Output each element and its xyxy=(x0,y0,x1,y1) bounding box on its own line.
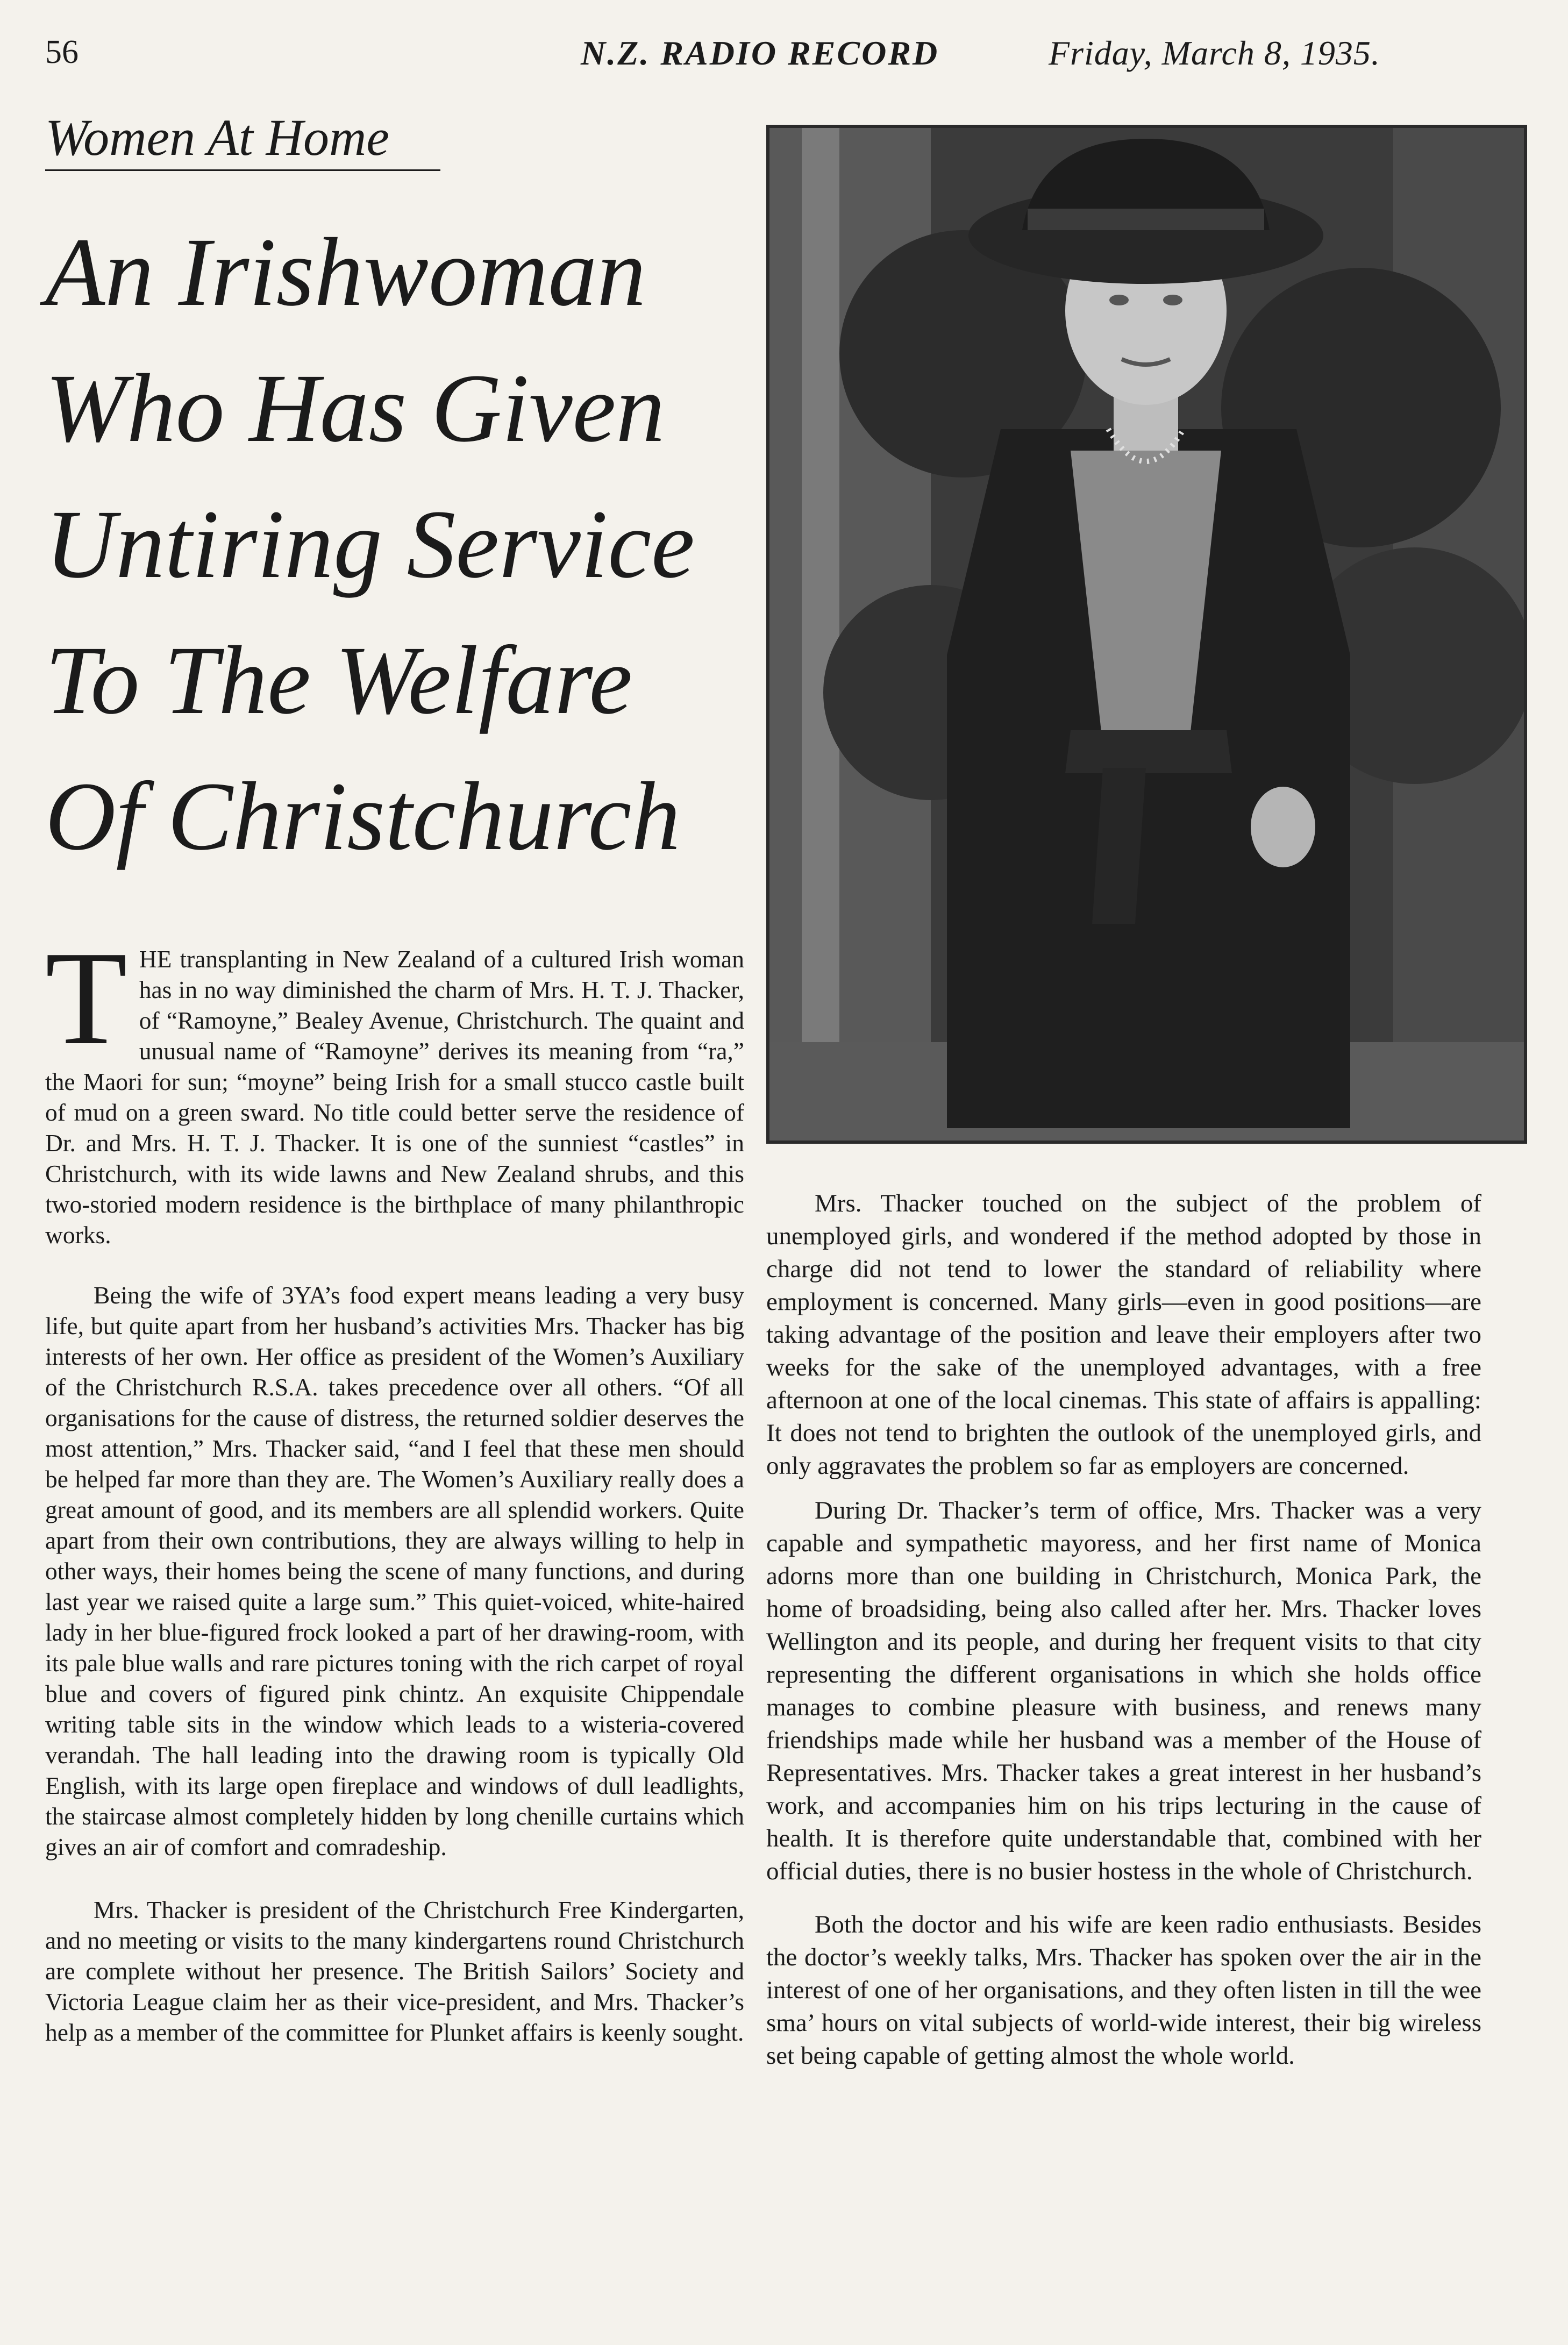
issue-date: Friday, March 8, 1935. xyxy=(1049,34,1380,72)
publication-title: N.Z. RADIO RECORD xyxy=(581,34,939,72)
portrait-illustration xyxy=(769,128,1524,1141)
paragraph: Mrs. Thacker touched on the subject of the problem of unemployed girls, and wondered if the method adopted by those in charge did not tend to lower the standard of reliability where employment is concerned. Many girls—even in good positions—are taking advantage of the position and leave their employers after two weeks for the sake of the unemployed advantages, with a free afternoon at one of the local cinemas. This state of affairs is appalling: It does not tend to brighten the outlook of the unemployed girls, and only aggravates the problem so far as employers are concerned. xyxy=(766,1189,1481,1480)
headline-line: An Irishwoman xyxy=(45,218,646,326)
drop-cap: T xyxy=(45,924,127,1073)
paragraph: Mrs. Thacker is president of the Christchurch Free Kindergarten, and no meeting or visits to the many kindergartens round Christchurch are complete without her presence. The British Sailors’ Society and Victoria League claim her as their vice-president, and Mrs. Thacker’s help as a member of the committee for Plunket affairs is keenly sought. xyxy=(45,1896,744,2046)
page-number: 56 xyxy=(45,34,79,70)
paragraph: Both the doctor and his wife are keen radio enthusiasts. Besides the doctor’s weekly talks, Mrs. Thacker has spoken over the air in the interest of one of her organisations, and they often listen in till the wee sma’ hours on vital subjects of world-wide interest, their big wireless set being capable of getting almost the whole world. xyxy=(766,1911,1481,2070)
headline-line: To The Welfare xyxy=(45,626,633,735)
paragraph: Being the wife of 3YA’s food expert means leading a very busy life, but quite apart from her husband’s activities Mrs. Thacker has big interests of her own. Her office as president of the Women’s Auxiliary of the Christchurch R.S.A. takes precedence over all others. “Of all organisations for the cause of distress, the returned soldier deserves the most attention,” Mrs. Thacker said, “and I feel that these men should be helped far more than they are. The Women’s Auxiliary really does a great amount of good, and its members are all splendid workers. Quite apart from their own contributions, they are always willing to help in other ways, their homes being the scene of many functions, and during last year we raised quite a large sum.” This quiet-voiced, white-haired lady in her blue-figured frock looked a part of her drawing-room, with its pale blue walls and rare pictures toning with the rich carpet of royal blue and covers of figured pink chintz. An exquisite Chippendale writing table sits in the window which leads to a wisteria-covered verandah. The hall leading into the drawing room is typically Old English, with its large open fireplace and windows of dull leadlights, the staircase almost completely hidden by long chenille curtains which gives an air of comfort and comradeship. xyxy=(45,1281,744,1861)
article-left-column xyxy=(45,924,744,2048)
paragraph-text: HE transplanting in New Zealand of a cultured Irish woman has in no way diminished the charm of Mrs. H. T. J. Thacker, of “Ramoyne,” Bealey Avenue, Christchurch. The quaint and unusual name of “Ramoyne” derives its meaning from “ra,” the Maori for sun; “moyne” being Irish for a small stucco castle built of mud on a green sward. No title could better serve the residence of Dr. and Mrs. H. T. J. Thacker. It is one of the sunniest “castles” in Christchurch, with its wide lawns and New Zealand shrubs, and this two-storied modern residence is the birthplace of many philanthropic works. xyxy=(45,945,744,1249)
headline-line: Who Has Given xyxy=(45,354,665,462)
headline-line: Untiring Service xyxy=(45,490,695,598)
paragraph: During Dr. Thacker’s term of office, Mrs. Thacker was a very capable and sympathetic mayoress, and her first name of Monica adorns more than one building in Christchurch, Monica Park, the home of broadsiding, being also called after her. Mrs. Thacker loves Wellington and its people, and during her frequent visits to that city representing the different organisations in which she holds office manages to combine pleasure with business, and renews many friendships made while her husband was a member of the House of Representatives. Mrs. Thacker takes a great interest in her husband’s work, and accompanies him on his trips lecturing in the cause of health. It is therefore quite understandable that, combined with her official duties, there is no busier hostess in the whole of Christchurch. xyxy=(766,1496,1481,1885)
paragraph xyxy=(45,924,744,1250)
headline-line: Of Christchurch xyxy=(45,762,681,871)
article-right-column xyxy=(766,1187,1481,2072)
section-rule xyxy=(45,169,440,171)
section-title: Women At Home xyxy=(45,109,389,166)
portrait-photo xyxy=(766,125,1527,1144)
headline xyxy=(45,204,744,885)
